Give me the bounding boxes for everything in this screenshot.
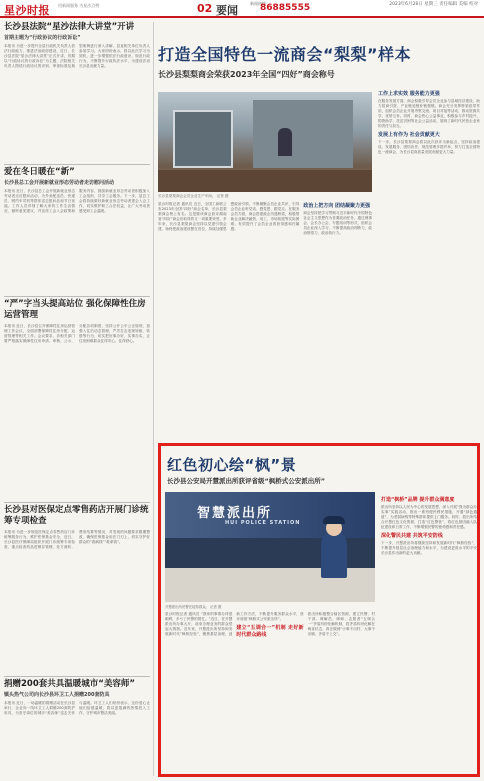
- story-housing[interactable]: [4, 294, 150, 492]
- story-union-visit[interactable]: [4, 162, 150, 288]
- column-divider: [153, 22, 154, 776]
- feature-police-station[interactable]: [158, 443, 480, 777]
- body-text: 下一步，长沙县梨梨商会将以此次获评为新起点，坚持政治建设、发展服务、团结协作、规范管理多措并举，努力打造全国特色一流商会，为长沙县高质量发展贡献更大力量。: [378, 140, 480, 154]
- story-body: 本报讯 为进一步提升全县行政机关负责人依法行政能力，推进法治政府建设，近日，长沙县法院“星沙法律大讲堂”正式开讲，首期以“行政协议的行政诉讼”为主题，法院相关负责人围绕行政协议的识别、审查标准及典型案例进行深入讲解，县直相关单位负责人参加学习。大家纷纷表示，将以此次学习为契机，进一步增强依法行政意识，规范行政行为，不断提升行政执法水平，为建设法治长沙县贡献力量。: [4, 44, 150, 68]
- body-text: “我家的事情办得很顺利，多亏了民警的帮忙。”近日，在开慧派出所办事大厅，前来办理业务的群众竖起大拇指。近年来，开慧派出所坚持和发展新时代“枫桥经验”，聚焦基层治理，创新工作方法，不断提升服务群众水平，获评省级“枫桥式公安派出所”。: [165, 612, 304, 636]
- story-subtitle: 首期主题为“行政协议的行政诉讼”: [4, 35, 81, 41]
- story-body: 本报讯 近日，一场温暖的捐赠活动在长沙县举行，企业向一线环卫工人捐赠200套防护用具，为坚守岗位的城市“美容师”送去关怀与温暖。环卫工人们纷纷表示，这份爱心让他们倍感温暖，将以更饱满的热情投入工作，守护城市整洁美丽。: [4, 701, 150, 715]
- body-text: 商会坚持把学习贯彻习近平新时代中国特色社会主义思想作为首要政治任务，通过理事会、会长办公会、专题培训等形式，组织会员企业深入学习，不断提高政治判断力、政治领悟力、政治执行力。: [303, 211, 372, 235]
- feature-title: 打造全国特色一流商会“梨梨”样本: [158, 45, 412, 64]
- factory-photo: [158, 92, 372, 192]
- boxed-body-right: [381, 494, 477, 774]
- police-station-photo: [165, 492, 375, 602]
- feature-chamber-of-commerce[interactable]: [158, 22, 480, 440]
- boxed-body-left: [165, 612, 375, 774]
- story-body: 本报讯 近日，长沙县总工会开展新就业形态劳动者走访慰问活动，为外卖配送员、快递员、网约车司机等群体送去慰问品和节日祝福。工作人员详细了解大家的工作生活情况，倾听意见建议，并宣传工会入会政策和服务内容，鼓励新就业形态劳动者积极加入工会组织，共享工会服务。下一步，县总工会将持续做好新就业形态劳动者建会入会工作，切实维护职工合法权益，让广大劳动者感受到工会温暖。: [4, 189, 150, 213]
- divider: [4, 502, 150, 503]
- body-text: 下一步，开慧派出所将继续坚持和发展新时代“枫桥经验”，不断提升基层社会治理能力和水平，为建设更高水平的平安长沙县作出新的更大贡献。: [381, 541, 477, 555]
- feature-title: 红色初心绘“枫”景: [167, 456, 297, 474]
- sub-heading: 工作上求实效 服务能力更强: [378, 91, 440, 97]
- story-subtitle: 长沙县总工会开展新就业形态劳动者走访慰问活动: [4, 180, 115, 186]
- photo-caption: 开慧派出所民警在接待群众。 记者 摄: [165, 605, 222, 609]
- station-sign-en: HUI POLICE STATION: [225, 520, 301, 526]
- divider: [4, 164, 150, 165]
- story-body: 本报讯 为进一步规范医保定点零售药店门诊统筹服务行为，维护医保基金安全，近日，长沙县医疗保障局组织开展门诊统筹专项检查，重点检查药品进销存管理、处方流转、费用结算等情况，对发现的问题要求限期整改，确保医保基金用在刀刃上，切实守护好群众的“看病钱”“救命钱”。: [4, 530, 150, 549]
- photo-caption: 长沙县梨梨商会会员企业生产车间。 记者 摄: [158, 194, 229, 198]
- story-title: 长沙县对医保定点零售药店开展门诊统筹专项检查: [4, 505, 149, 526]
- officer-figure: [321, 532, 347, 578]
- story-body: 本报讯 近日，长沙县召开保障性住房运营管理工作会议，全面部署保障性住房分配、运营管理等相关工作。会议要求，各相关部门要严格落实保障性住房申请、审核、公示、分配各项制度，坚持公开公平公正原则，加强入住后动态管理，严厉打击违规转租、转借等行为，切实把好事办好、实事办实，让住房困难群众住得安心、住得舒心。: [4, 324, 150, 343]
- hotline-number: 86885555: [260, 3, 311, 13]
- story-subtitle: 镇头热气公司向长沙县环卫工人捐赠200套防具: [4, 692, 110, 698]
- body-text: 派出所坚持以人民为中心的发展思想，深入开展“我为群众办实事”实践活动，推出一系列便民利民措施，开通“绿色通道”，为老弱病残等特殊群体提供上门服务。同时，派出所结合开慧红色文化资源，打造“红色警营”，将红色基因融入队伍建设和日常工作，不断增强民警的使命感和责任感。: [381, 505, 477, 529]
- left-column: [4, 22, 150, 777]
- masthead: [0, 0, 484, 18]
- byline: 星沙时报记者 通讯员: [158, 202, 193, 206]
- hotline-label: 新闻热线: [250, 1, 266, 6]
- story-donation[interactable]: [4, 674, 150, 777]
- sub-heading: 深化警民共建 共筑平安防线: [381, 533, 443, 539]
- sub-heading: 打造“枫桥”品牌 提升群众满意度: [381, 497, 455, 503]
- story-title: 捐赠200套共具温暖城市“美容师”: [4, 679, 135, 689]
- story-title: 爱在冬日暖在“新”: [4, 167, 75, 177]
- divider: [4, 676, 150, 677]
- story-law-lecture[interactable]: [4, 22, 150, 154]
- body-text: 近日，全国工商联公布2023年全国“四好”商会名单，长沙县梨梨商会榜上有名。这是继该商会获评湖南省“四好”商会后取得的又一项重要荣誉。多年来，长沙县梨梨商会坚持以党建引领会建，始终把政治建设摆在首位，持续加强思想政治引领，不断凝聚会员企业共识，引导会员企业听党话、感党恩、跟党走。在服务会员方面，商会搭建政企沟通桥梁，积极帮助企业解决融资、用工、市场拓展等实际困难，有效提升了会员企业的获得感和归属感。: [158, 202, 300, 231]
- sub-heading: 建立“五调合一”机制 走好新时代群众路线: [236, 625, 304, 638]
- story-title: “严”字当头提高站位 强化保障性住房运营管理: [4, 299, 146, 320]
- date-info: 2023年6月28日 星期三 责任编辑 美编 校对: [389, 2, 478, 7]
- divider: [4, 296, 150, 297]
- section-name: 要闻: [216, 4, 238, 17]
- feature-body-left: [158, 202, 372, 438]
- sub-heading: 发展上有作为 社会贡献更大: [378, 132, 440, 138]
- station-sign: 智慧派出所: [197, 506, 273, 521]
- sub-heading: 政治上把方向 团结凝聚力更强: [303, 203, 371, 209]
- body-text: 在服务发展方面，商会积极引导会员企业参与县域经济建设，助力招商引资、产业链延链补链强链。商会充分发挥桥梁纽带作用，组织会员企业开展考察交流、项目对接等活动，推动资源共享、优势互补。同时，商会热心公益事业，积极参与乡村振兴、捐资助学、扶贫济困等社会公益活动，展现了新时代民营企业家的责任与担当。: [378, 99, 480, 128]
- page-number: 02: [197, 2, 213, 15]
- logo-slogan: 用新闻服务 为星沙点赞: [58, 3, 100, 8]
- story-pharmacy-check[interactable]: [4, 500, 150, 666]
- feature-subtitle: 长沙县公安局开慧派出所获评省级“枫桥式公安派出所”: [167, 477, 326, 485]
- story-title: 长沙县法院“星沙法律大讲堂”开讲: [4, 22, 135, 32]
- feature-body-right: [378, 88, 480, 438]
- byline: 星沙时报记者 通讯员: [165, 612, 200, 616]
- newspaper-logo: 星沙时报: [4, 4, 50, 17]
- feature-subtitle: 长沙县梨梨商会荣获2023年全国“四好”商会称号: [158, 70, 335, 79]
- body-text: 派出所积极整合辖区资源，建立民警、村干部、调解员、律师、志愿者“五调合一”矛盾纠纷化解机制，将矛盾纠纷化解在萌芽状态，真正做到“小事不出村、大事不出镇、矛盾不上交”。: [307, 612, 375, 636]
